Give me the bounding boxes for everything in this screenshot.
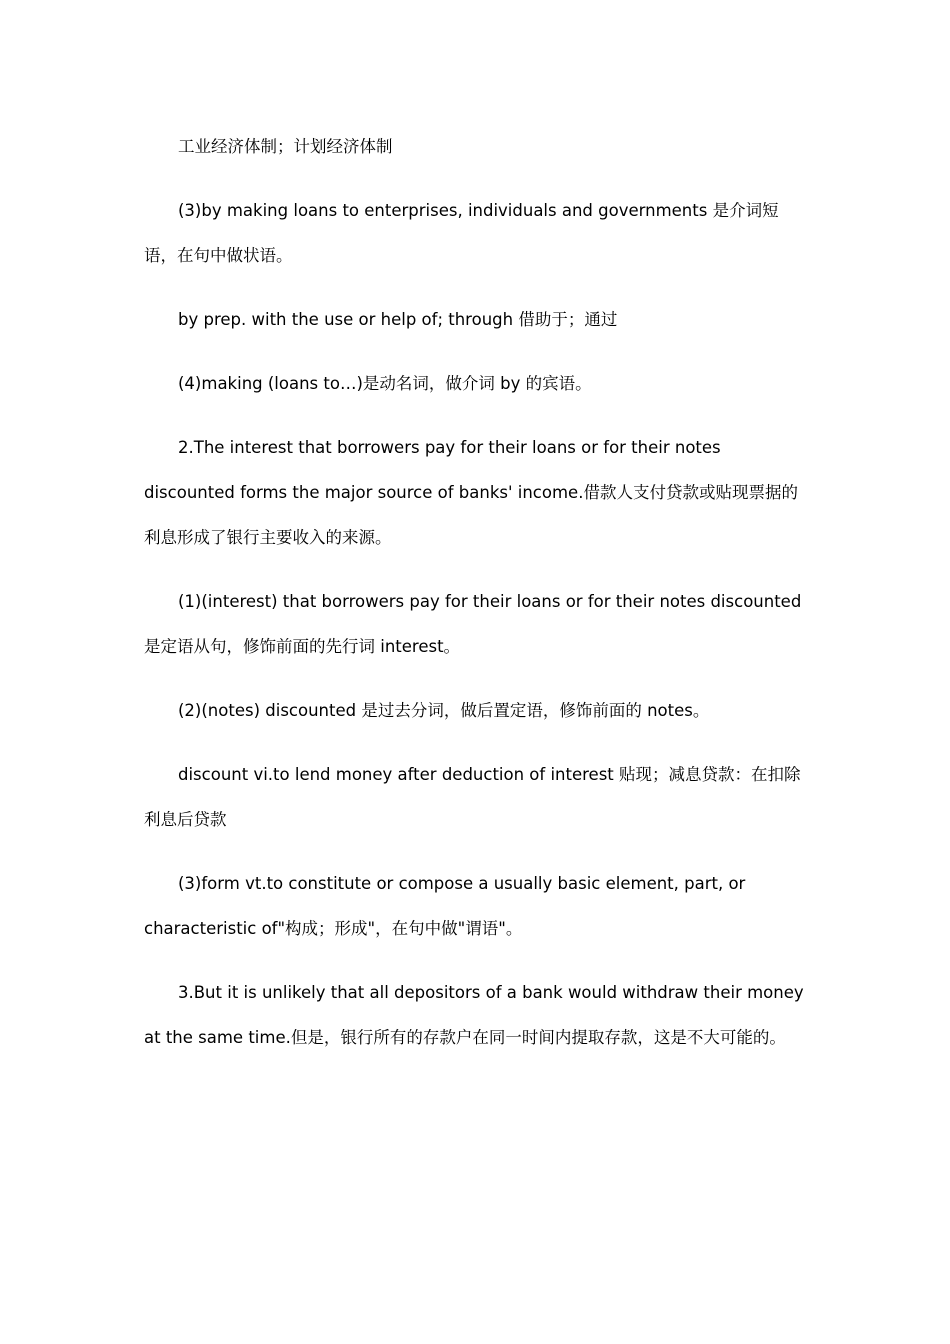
paragraph-5: 2.The interest that borrowers pay for their loans or for their notes discounted forms the major source of banks' income.借款人支付贷款或贴现票据的利息形成了银行主要收入的来源。: [144, 438, 798, 547]
paragraph-9: (3)form vt.to constitute or compose a usually basic element, part, or characteristic of"构成；形成"，在句中做"谓语"。: [144, 874, 746, 938]
document-body: [144, 124, 804, 1079]
paragraph-4: (4)making (loans to…)是动名词，做介词 by 的宾语。: [178, 374, 592, 393]
paragraph-10: 3.But it is unlikely that all depositors of a bank would withdraw their money at the same time.但是，银行所有的存款户在同一时间内提取存款，这是不大可能的。: [144, 983, 804, 1047]
paragraph-8: discount vi.to lend money after deduction of interest 贴现；减息贷款：在扣除利息后贷款: [144, 765, 801, 829]
paragraph-7: (2)(notes) discounted 是过去分词，做后置定语，修饰前面的 notes。: [178, 701, 710, 720]
paragraph-2: (3)by making loans to enterprises, individuals and governments 是介词短语，在句中做状语。: [144, 201, 779, 265]
paragraph-3: by prep. with the use or help of; through 借助于；通过: [178, 310, 618, 329]
paragraph-6: (1)(interest) that borrowers pay for their loans or for their notes discounted 是定语从句，修饰前面的先行词 interest。: [144, 592, 802, 656]
paragraph-1: 工业经济体制；计划经济体制: [178, 137, 393, 156]
